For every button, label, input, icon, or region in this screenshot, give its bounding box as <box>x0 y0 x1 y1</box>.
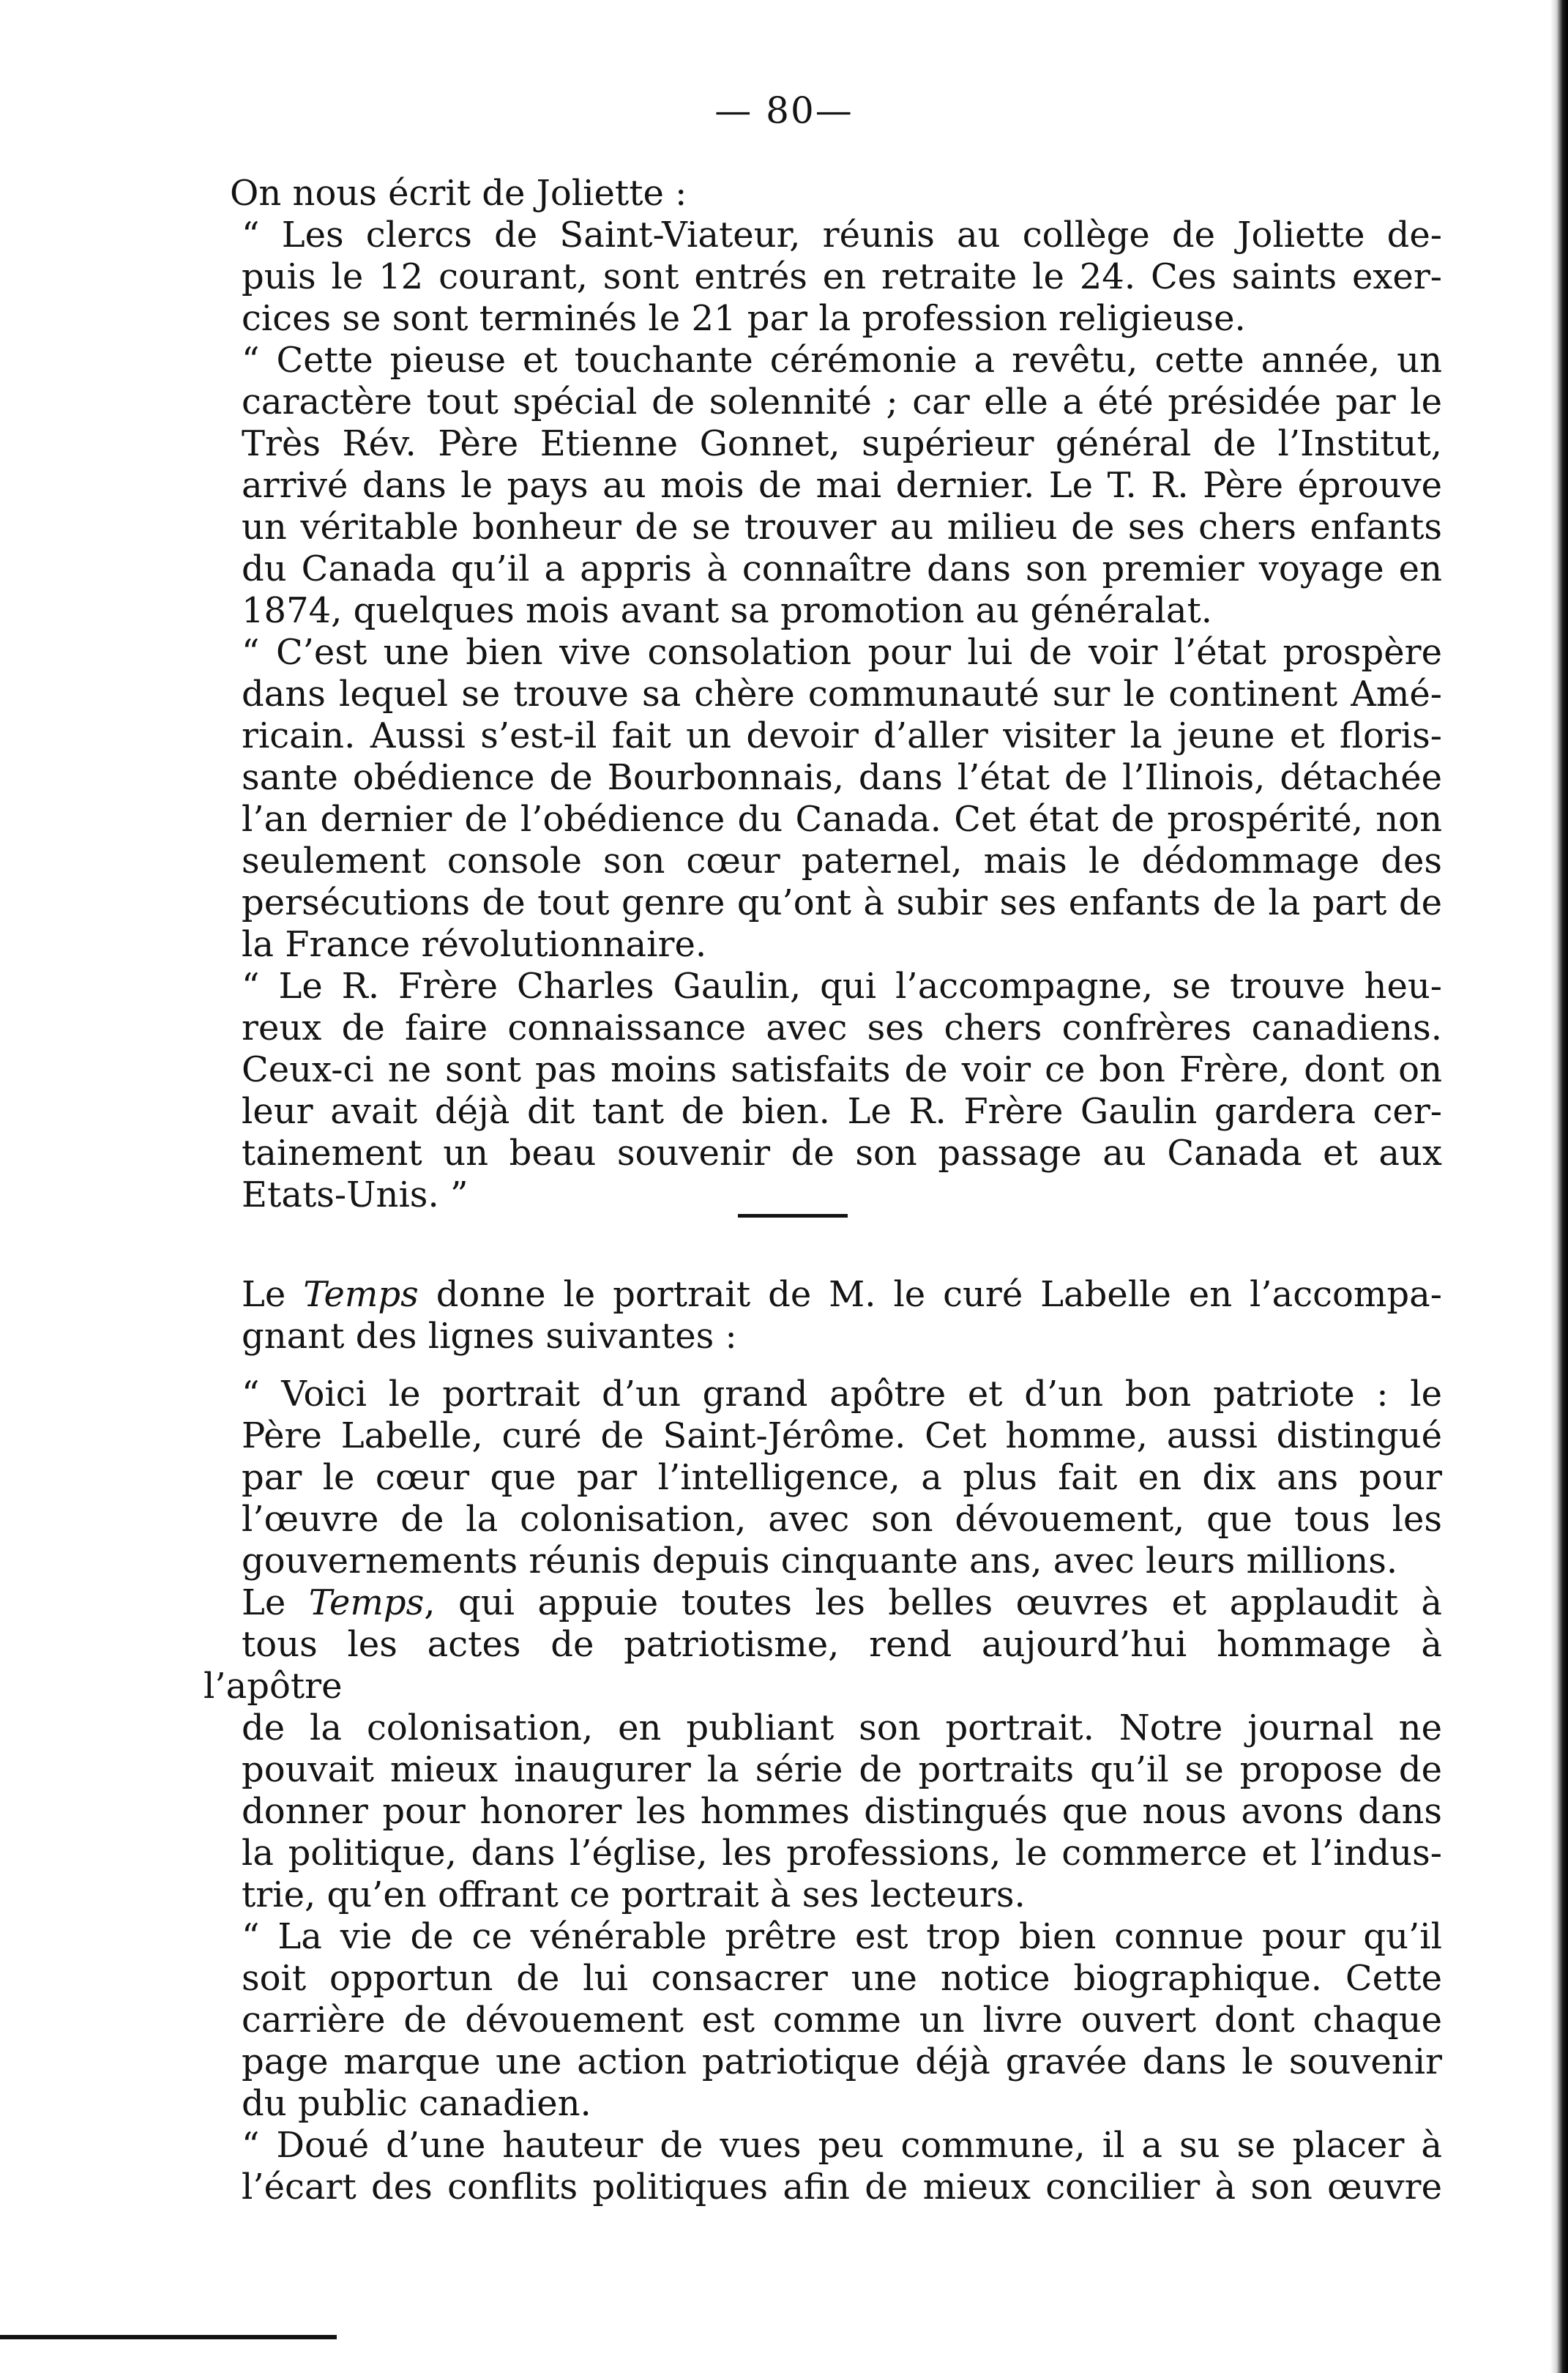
paragraph <box>204 966 1442 1216</box>
text-line: un véritable bonheur de se trouver au milieu de ses chers enfants <box>242 507 1442 548</box>
text-line: “ La vie de ce vénérable prêtre est trop bien connue pour qu’il <box>242 1916 1442 1957</box>
text-line: “ C’est une bien vive consolation pour lui de voir l’état prospère <box>242 632 1442 673</box>
text-line: Le Temps donne le portrait de M. le curé Labelle en l’accompa- <box>242 1274 1442 1315</box>
paragraph <box>204 340 1442 632</box>
text-line: reux de faire connaissance avec ses chers confrères canadiens. <box>242 1007 1442 1048</box>
text-line: pouvait mieux inaugurer la série de portraits qu’il se propose de <box>242 1749 1442 1790</box>
text-line: “ Voici le portrait d’un grand apôtre et d’un bon patriote : le <box>242 1374 1442 1415</box>
text-line: de la colonisation, en publiant son portrait. Notre journal ne <box>242 1707 1442 1748</box>
paragraph <box>204 1582 1442 1916</box>
text-line: puis le 12 courant, sont entrés en retraite le 24. Ces saints exer- <box>242 256 1442 297</box>
paragraph <box>204 215 1442 340</box>
page-number: — 80— <box>714 89 854 132</box>
text-line: l’œuvre de la colonisation, avec son dévouement, que tous les <box>242 1499 1442 1540</box>
article-joliette <box>204 173 1442 1216</box>
text-line: page marque une action patriotique déjà gravée dans le souvenir <box>242 2041 1442 2082</box>
text-line: gouvernements réunis depuis cinquante ans, avec leurs millions. <box>242 1541 1398 1582</box>
paragraph-intro <box>204 1274 1442 1357</box>
text-line: trie, qu’en offrant ce portrait à ses lecteurs. <box>242 1874 1026 1915</box>
text-line: Etats-Unis. ” <box>242 1174 468 1215</box>
text-line: persécutions de tout genre qu’ont à subir ses enfants de la part de <box>242 882 1442 923</box>
text-line: sante obédience de Bourbonnais, dans l’état de l’Ilinois, détachée <box>242 757 1442 798</box>
text-line: du Canada qu’il a appris à connaître dans son premier voyage en <box>242 548 1442 589</box>
text-line: leur avait déjà dit tant de bien. Le R. Frère Gaulin gardera cer- <box>242 1091 1442 1132</box>
text-line: la politique, dans l’église, les professions, le commerce et l’indus- <box>242 1833 1442 1874</box>
text-line: On nous écrit de Joliette : <box>230 173 687 214</box>
text-line: Très Rév. Père Etienne Gonnet, supérieur général de l’Institut, <box>242 423 1442 464</box>
paragraph <box>204 1374 1442 1582</box>
newspaper-title: Temps <box>308 1582 425 1623</box>
text-line: par le cœur que par l’intelligence, a plus fait en dix ans pour <box>242 1457 1442 1498</box>
text-line: Le Temps, qui appuie toutes les belles œuvres et applaudit à <box>242 1582 1442 1623</box>
text-line: Père Labelle, curé de Saint-Jérôme. Cet homme, aussi distingué <box>242 1415 1442 1456</box>
text-line: la France révolutionnaire. <box>242 924 707 965</box>
text-line: tainement un beau souvenir de son passage au Canada et aux <box>242 1133 1442 1174</box>
text-line: gnant des lignes suivantes : <box>242 1316 737 1357</box>
section-separator-rule <box>738 1214 848 1218</box>
text-line: “ Cette pieuse et touchante cérémonie a revêtu, cette année, un <box>242 340 1442 381</box>
text-line: tous les actes de patriotisme, rend aujourd’hui hommage à l’apôtre <box>204 1624 1442 1707</box>
newspaper-title: Temps <box>303 1274 419 1315</box>
text-line: seulement console son cœur paternel, mais le dédommage des <box>242 841 1442 882</box>
article-labelle <box>204 1274 1442 2208</box>
text-line: “ Les clercs de Saint-Viateur, réunis au collège de Joliette de- <box>242 215 1442 256</box>
paragraph <box>204 1916 1442 2125</box>
paragraph <box>204 632 1442 966</box>
text-line: dans lequel se trouve sa chère communauté sur le continent Amé- <box>242 674 1442 715</box>
bottom-edge-rule <box>0 2335 337 2339</box>
paragraph <box>204 2125 1442 2208</box>
text-line: donner pour honorer les hommes distingués que nous avons dans <box>242 1791 1442 1832</box>
text-line: caractère tout spécial de solennité ; car elle a été présidée par le <box>242 381 1442 422</box>
text-line: du public canadien. <box>242 2083 591 2124</box>
text-line: l’an dernier de l’obédience du Canada. Cet état de prospérité, non <box>242 799 1442 840</box>
text-line: carrière de dévouement est comme un livre ouvert dont chaque <box>242 2000 1442 2041</box>
intro-line <box>204 173 1442 215</box>
text-line: Ceux-ci ne sont pas moins satisfaits de voir ce bon Frère, dont on <box>242 1049 1442 1090</box>
text-line: soit opportun de lui consacrer une notice biographique. Cette <box>242 1958 1442 1999</box>
text-line: arrivé dans le pays au mois de mai dernier. Le T. R. Père éprouve <box>242 465 1442 506</box>
text-line: l’écart des conflits politiques afin de mieux concilier à son œuvre <box>242 2167 1442 2208</box>
text-line: “ Doué d’une hauteur de vues peu commune, il a su se placer à <box>242 2125 1442 2166</box>
text-line: ricain. Aussi s’est-il fait un devoir d’aller visiter la jeune et floris- <box>242 715 1442 756</box>
text-line: “ Le R. Frère Charles Gaulin, qui l’accompagne, se trouve heu- <box>242 966 1442 1007</box>
page-binding-edge <box>1550 0 1568 2373</box>
text-line: 1874, quelques mois avant sa promotion au généralat. <box>242 590 1212 631</box>
text-line: cices se sont terminés le 21 par la profession religieuse. <box>242 298 1246 339</box>
